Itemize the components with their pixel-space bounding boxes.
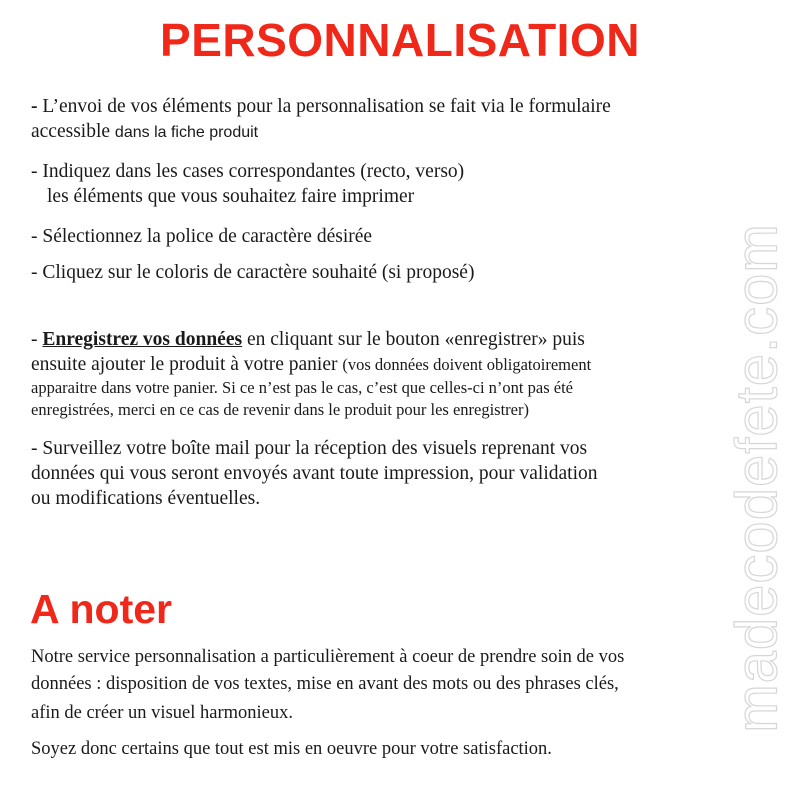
step-5-line2: ensuite ajouter le produit à votre panier <box>31 354 343 375</box>
note-p1-line3: afin de créer un visuel harmonieux. <box>31 703 293 723</box>
step-6-line3: ou modifications éventuelles. <box>31 488 261 509</box>
step-5-small-1: (vos données doivent obligatoirement <box>342 355 592 374</box>
step-6-line2: données qui vous seront envoyés avant toute impression, pour validation <box>31 463 598 484</box>
step-2-line1: - Indiquez dans les cases correspondantes (recto, verso) <box>31 161 465 182</box>
step-5-bold: Enregistrez vos données <box>42 329 243 350</box>
step-1-dash: - <box>31 96 43 117</box>
step-2-line2: les éléments que vous souhaitez faire imprimer <box>47 186 415 207</box>
step-6 <box>31 436 597 511</box>
note-paragraph-2: Soyez donc certains que tout est mis en oeuvre pour votre satisfaction. <box>31 739 552 759</box>
step-3: - Sélectionnez la police de caractère désirée <box>31 226 373 247</box>
step-1-text: L’envoi de vos éléments pour la personnalisation se fait via le formulaire <box>42 96 611 117</box>
step-5-rest: en cliquant sur le bouton «enregistrer» puis <box>242 329 585 350</box>
page-title: PERSONNALISATION <box>160 14 640 66</box>
step-1 <box>31 94 611 145</box>
step-5-dash: - <box>31 329 43 350</box>
note-paragraph-1 <box>31 645 624 726</box>
note-p1-line1: Notre service personnalisation a particulièrement à coeur de prendre soin de vos <box>31 647 625 667</box>
step-1-line2: accessible <box>31 121 111 142</box>
step-6-line1: - Surveillez votre boîte mail pour la réception des visuels reprenant vos <box>31 438 588 459</box>
note-p1-line2: données : disposition de vos textes, mise en avant des mots ou des phrases clés, <box>31 674 619 694</box>
step-5 <box>31 327 591 421</box>
step-1-note: dans la fiche produit <box>114 124 259 141</box>
section-title-a-noter: A noter <box>30 586 172 632</box>
site-watermark: madecodefete.com <box>724 223 790 733</box>
step-2 <box>31 159 464 209</box>
step-4: - Cliquez sur le coloris de caractère souhaité (si proposé) <box>31 262 475 283</box>
step-5-small-2: apparaitre dans votre panier. Si ce n’est pas le cas, c’est que celles-ci n’ont pas été <box>31 378 573 397</box>
step-5-small-3: enregistrées, merci en ce cas de revenir dans le produit pour les enregistrer) <box>31 400 529 419</box>
